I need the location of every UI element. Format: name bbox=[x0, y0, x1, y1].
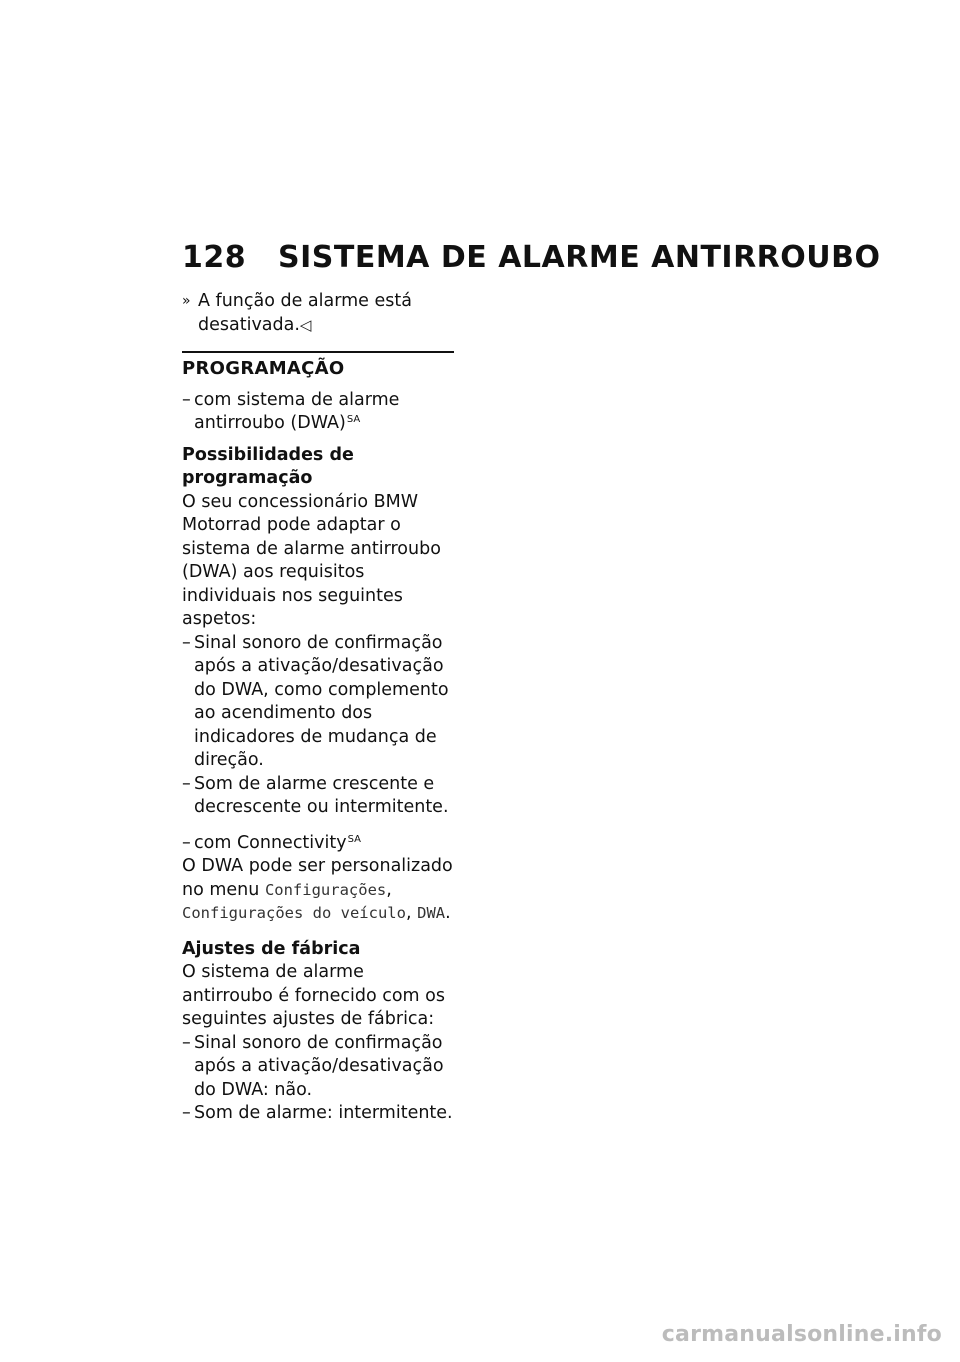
possibilities-title: Possibilidades de programação bbox=[182, 444, 354, 488]
condition-connectivity bbox=[182, 832, 454, 856]
menu-sep: , bbox=[405, 903, 412, 923]
list-item-text: Sinal sonoro de confirmação após a ativação/desativação do DWA: não. bbox=[194, 1032, 444, 1100]
list-item bbox=[182, 1032, 454, 1103]
list-dash: – bbox=[182, 632, 191, 653]
condition-dash: – bbox=[182, 832, 191, 853]
list-dash: – bbox=[182, 773, 191, 794]
list-item bbox=[182, 632, 454, 773]
menu-end: . bbox=[445, 903, 451, 923]
result-note bbox=[182, 290, 454, 337]
result-marker: » bbox=[182, 293, 191, 309]
section-divider bbox=[182, 351, 454, 353]
connectivity-intro: O DWA pode ser personalizado no menu bbox=[182, 856, 453, 900]
menu-path-settings: Configurações bbox=[264, 880, 387, 899]
list-item bbox=[182, 773, 454, 820]
list-dash: – bbox=[182, 1032, 191, 1053]
page-header bbox=[182, 240, 881, 275]
list-item bbox=[182, 1102, 454, 1126]
condition-dwa bbox=[182, 389, 454, 436]
factory-title: Ajustes de fábrica bbox=[182, 938, 361, 959]
chapter-title: SISTEMA DE ALARME ANTIRROUBO bbox=[278, 240, 881, 275]
list-item-text: Som de alarme: intermitente. bbox=[194, 1103, 453, 1123]
factory-text: O sistema de alarme antirroubo é fornecido com os seguintes ajustes de fábrica: bbox=[182, 962, 445, 1029]
text-column bbox=[182, 290, 454, 1126]
section-title: PROGRAMAÇÃO bbox=[182, 358, 345, 379]
possibilities-text: O seu concessionário BMW Motorrad pode adaptar o sistema de alarme antirroubo (DWA) aos requisitos individuais nos seguintes aspetos: bbox=[182, 491, 441, 629]
menu-path-vehicle-settings: Configurações do veículo bbox=[182, 904, 406, 922]
connectivity-text bbox=[182, 855, 454, 926]
list-dash: – bbox=[182, 1103, 191, 1123]
menu-sep: , bbox=[386, 879, 392, 900]
condition-connectivity-text: com Connectivity bbox=[194, 832, 347, 853]
sa-badge: SA bbox=[346, 414, 361, 425]
list-item-text: Som de alarme crescente e decrescente ou intermitente. bbox=[194, 773, 449, 817]
menu-path-dwa: DWA bbox=[417, 904, 446, 922]
condition-dwa-text: com sistema de alarme antirroubo (DWA) bbox=[194, 389, 400, 433]
condition-dash: – bbox=[182, 389, 191, 410]
sa-badge: SA bbox=[347, 833, 361, 845]
watermark: carmanualsonline.info bbox=[661, 1322, 942, 1347]
end-marker-icon: ◁ bbox=[299, 315, 312, 334]
list-item-text: Sinal sonoro de confirmação após a ativação/desativação do DWA, como complemento ao acendimento dos indicadores de mudança de direção. bbox=[194, 632, 449, 770]
page-number: 128 bbox=[182, 240, 247, 275]
result-text: A função de alarme está desativada. bbox=[198, 291, 412, 335]
